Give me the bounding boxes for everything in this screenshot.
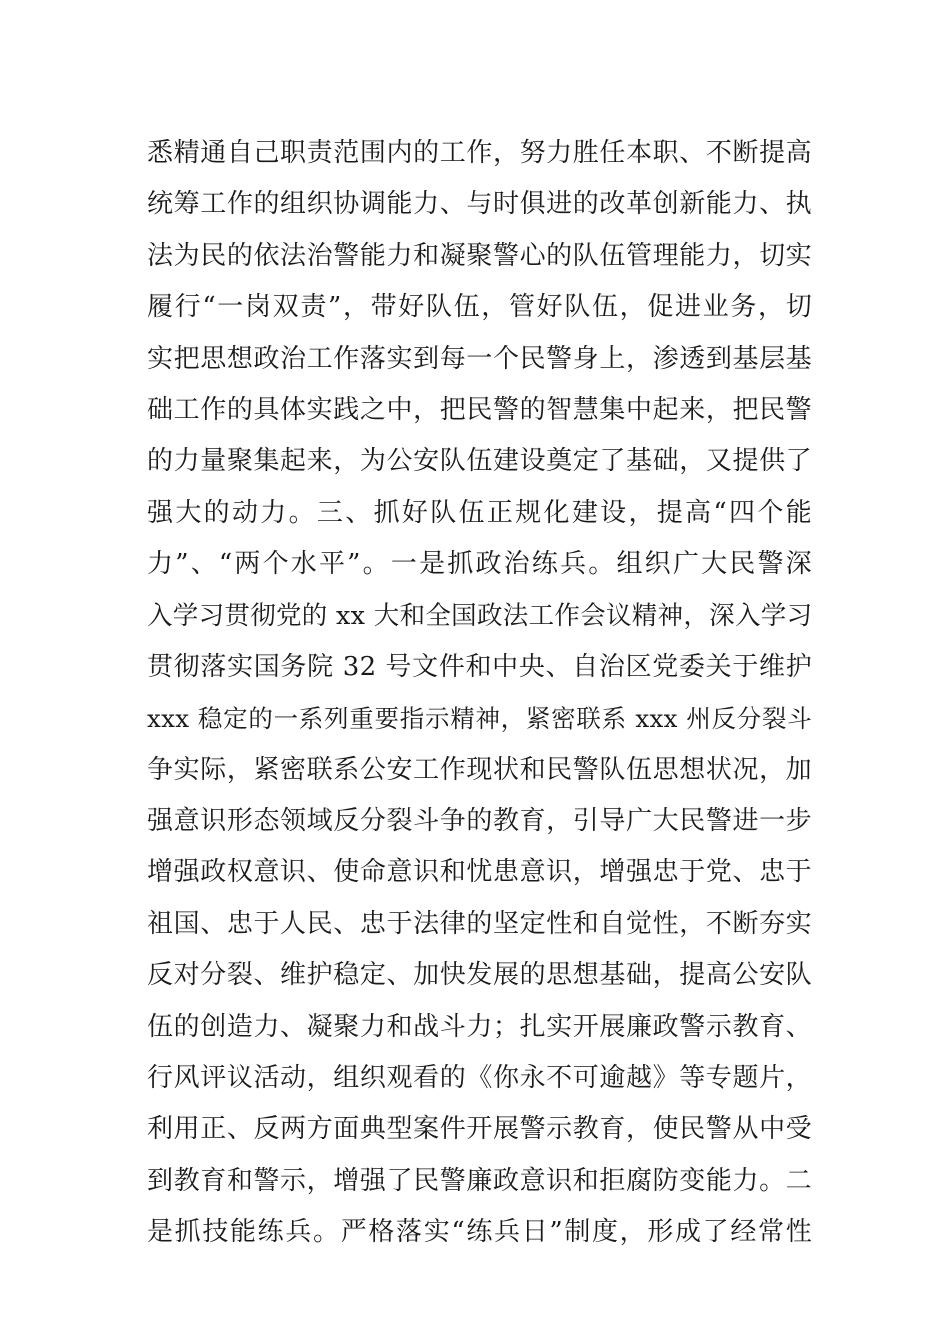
text-line: 是抓技能练兵。严格落实“练兵日”制度，形成了经常性 (147, 1217, 812, 1248)
text-line: 强意识形态领域反分裂斗争的教育，引导广大民警进一步 (147, 806, 812, 837)
text-line: 增强政权意识、使命意识和忧患意识，增强忠于党、忠于 (147, 857, 812, 888)
body-text (147, 128, 812, 1259)
text-line: 强大的动力。三、抓好队伍正规化建设，提高“四个能 (147, 497, 812, 528)
text-line: 实把思想政治工作落实到每一个民警身上，渗透到基层基 (147, 343, 812, 374)
text-line: 统筹工作的组织协调能力、与时俱进的改革创新能力、执 (147, 189, 812, 220)
text-line: xxx 稳定的一系列重要指示精神，紧密联系 xxx 州反分裂斗 (147, 704, 812, 734)
text-line: 贯彻落实国务院 32 号文件和中央、自治区党委关于维护 (147, 651, 812, 682)
text-line: 悉精通自己职责范围内的工作，努力胜任本职、不断提高 (147, 138, 812, 168)
text-line: 利用正、反两方面典型案件开展警示教育，使民警从中受 (147, 1114, 812, 1145)
text-line: 祖国、忠于人民、忠于法律的坚定性和自觉性，不断夯实 (147, 908, 812, 939)
text-line: 行风评议活动，组织观看的《你永不可逾越》等专题片， (147, 1063, 812, 1094)
text-line: 础工作的具体实践之中，把民警的智慧集中起来，把民警 (147, 394, 812, 425)
text-line: 法为民的依法治警能力和凝聚警心的队伍管理能力，切实 (147, 240, 812, 271)
text-line: 力”、“两个水平”。一是抓政治练兵。组织广大民警深 (147, 549, 812, 580)
text-line: 入学习贯彻党的 xx 大和全国政法工作会议精神，深入学习 (147, 600, 813, 631)
text-line: 履行“一岗双责”，带好队伍，管好队伍，促进业务，切 (147, 292, 812, 323)
text-line: 的力量聚集起来，为公安队伍建设奠定了基础，又提供了 (147, 446, 812, 477)
text-line: 争实际，紧密联系公安工作现状和民警队伍思想状况，加 (147, 754, 812, 785)
text-line: 伍的创造力、凝聚力和战斗力；扎实开展廉政警示教育、 (147, 1011, 812, 1042)
text-line: 到教育和警示，增强了民警廉政意识和拒腐防变能力。二 (147, 1165, 812, 1196)
text-line: 反对分裂、维护稳定、加快发展的思想基础，提高公安队 (147, 960, 812, 991)
